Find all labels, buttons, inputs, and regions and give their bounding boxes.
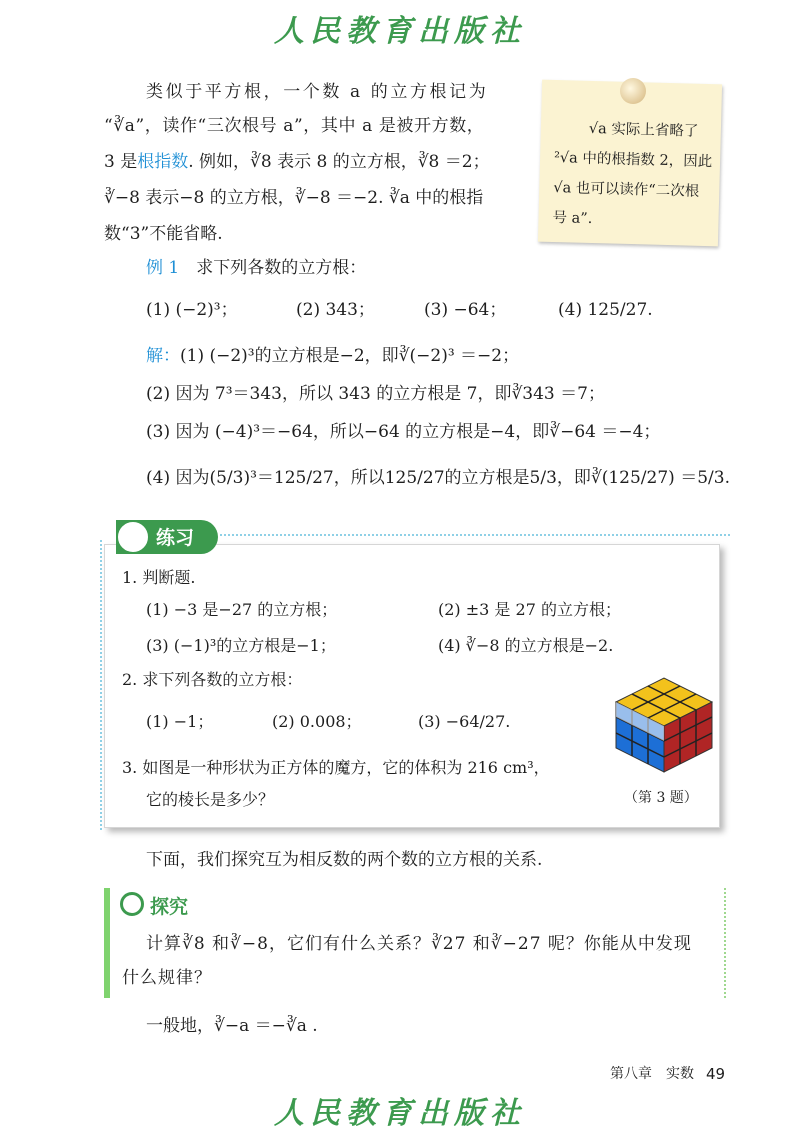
example-item-4: (4) 125/27. (558, 300, 653, 320)
body-line-4: ∛−8 表示−8 的立方根，∛−8 ＝−2. ∛a 中的根指 (104, 188, 484, 208)
exercise-q1-d: (4) ∛−8 的立方根是−2. (438, 636, 614, 655)
exercise-q1-c: (3) (−1)³的立方根是−1； (146, 636, 336, 655)
page-number: 49 (706, 1065, 726, 1083)
term-root-index: 根指数 (137, 152, 189, 172)
solution-line-4: (4) 因为(5/3)³＝125/27，所以125/27的立方根是5/3，即∛(125/27) ＝5/3. (146, 468, 730, 488)
explore-line-2: 什么规律？ (122, 968, 212, 988)
example-item-2: (2) 343； (296, 300, 375, 320)
example-item-1: (1) (−2)³； (146, 300, 238, 320)
publisher-logo-top: 人民教育出版社 (274, 14, 526, 49)
solution-line-1 (146, 344, 519, 368)
exercise-q2-b: (2) 0.008； (272, 712, 362, 731)
note-line-2: ²√a 中的根指数 2，因此 (553, 150, 713, 171)
pin-icon (620, 78, 646, 104)
example-label: 例 1 (146, 258, 180, 278)
solution-1-text: (1) (−2)³的立方根是−2，即∛(−2)³ ＝−2； (180, 346, 520, 366)
solution-label: 解： (146, 346, 180, 366)
example-item-3: (3) −64； (424, 300, 507, 320)
exercise-q1-a: (1) −3 是−27 的立方根； (146, 600, 338, 619)
exercise-q2: 2. 求下列各数的立方根： (122, 670, 303, 689)
explore-bar (104, 888, 110, 998)
body-line-3 (104, 150, 490, 174)
exercise-icon (116, 520, 150, 554)
explore-title: 探究 (150, 896, 189, 918)
exercise-q2-a: (1) −1； (146, 712, 214, 731)
solution-line-3: (3) 因为 (−4)³＝−64，所以−64 的立方根是−4，即∛−64 ＝−4； (146, 422, 661, 442)
explore-line-1: 计算∛8 和∛−8，它们有什么关系？∛27 和∛−27 呢？你能从中发现 (146, 934, 692, 954)
solution-line-2: (2) 因为 7³＝343，所以 343 的立方根是 7，即∛343 ＝7； (146, 384, 605, 404)
conclusion-formula: 一般地，∛−a ＝−∛a . (146, 1016, 318, 1036)
exercise-q3-line-1: 3. 如图是一种形状为正方体的魔方，它的体积为 216 cm³， (122, 758, 550, 777)
exercise-q3-line-2: 它的棱长是多少？ (146, 790, 275, 809)
exercise-dotted-edge (100, 540, 102, 830)
body-line-5: 数“3”不能省略. (104, 224, 223, 244)
exercise-q1: 1. 判断题. (122, 568, 196, 587)
exercise-q1-b: (2) ±3 是 27 的立方根； (438, 600, 621, 619)
exercise-title: 练习 (156, 527, 195, 549)
note-line-1: √a 实际上省略了 (588, 120, 699, 140)
exercise-q2-c: (3) −64/27. (418, 712, 511, 731)
example-prompt: 求下列各数的立方根： (196, 258, 367, 278)
exercise-dotted-rule (220, 534, 730, 536)
explore-dotted-edge (724, 888, 726, 998)
transition-text: 下面，我们探究互为相反数的两个数的立方根的关系. (146, 850, 543, 870)
chapter-label: 第八章 实数 (610, 1066, 694, 1082)
example-heading (146, 256, 366, 280)
cube-caption: （第 3 题） (624, 790, 698, 806)
note-line-4: 号 a”. (552, 209, 593, 228)
body-line-3-suffix: . 例如，∛8 表示 8 的立方根，∛8 ＝2； (188, 152, 490, 172)
body-line-2: “∛a”，读作“三次根号 a”，其中 a 是被开方数， (104, 116, 485, 136)
body-line-1: 类似于平方根，一个数 a 的立方根记为 (146, 82, 489, 102)
rubiks-cube-image (608, 664, 720, 776)
body-line-3-prefix: 3 是 (104, 152, 138, 172)
side-note (538, 80, 722, 247)
publisher-logo-bottom: 人民教育出版社 (274, 1096, 526, 1131)
explore-icon (120, 892, 144, 916)
note-line-3: √a 也可以读作“二次根 (553, 180, 700, 200)
